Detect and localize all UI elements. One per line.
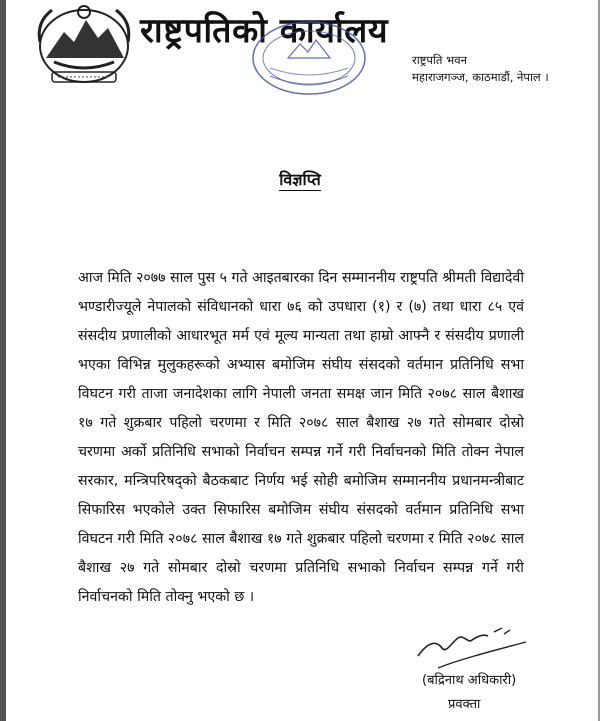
notice-heading-text: विज्ञप्ति [279, 170, 321, 189]
nepal-coat-of-arms-icon [34, 2, 134, 86]
address-line-2: महाराजगञ्ज, काठमाडौं, नेपाल । [412, 70, 549, 84]
office-title: राष्ट्रपतिको कार्यालय [140, 11, 389, 51]
address-line-1: राष्ट्रपति भवन [412, 53, 467, 67]
scan-edge-left [0, 0, 6, 721]
signatory-role: प्रवक्ता [448, 697, 481, 712]
signatory-name: (बद्रिनाथ अधिकारी) [422, 673, 517, 688]
notice-body: आज मिति २०७७ साल पुस ५ गते आइतबारका दिन सम्माननीय राष्ट्रपति श्रीमती विद्यादेवी भण्डारीज्यूले नेपालको संविधानको धारा ७६ को उपधारा (१) र (७) तथा धारा ८५ एवं संसदीय प्रणालीको आधारभूत मर्म एवं मूल्य मान्यता तथा हाम्रो आफ्नै र संसदीय प्रणाली भएका विभिन्न मुलुकहरूको अभ्यास बमोजिम संघीय संसदको वर्तमान प्रतिनिधि सभा विघटन गरी ताजा जनादेशका लागि नेपाली जनता समक्ष जान मिति २०७८ साल बैशाख १७ गते शुक्रबार पहिलो चरणमा र मिति २०७८ साल बैशाख २७ गते सोमबार दोस्रो चरणमा अर्को प्रतिनिधि सभाको निर्वाचन सम्पन्न गर्ने गरी निर्वाचनको मिति तोक्न नेपाल सरकार, मन्त्रिपरिषद्को बैठकबाट निर्णय भई सोही बमोजिम सम्माननीय प्रधानमन्त्रीबाट सिफारिस भएकोले उक्त सिफारिस बमोजिम संघीय संसदको वर्तमान प्रतिनिधि सभा विघटन गरी मिति २०७८ साल बैशाख १७ गते शुक्रबार पहिलो चरणमा र मिति २०७८ साल बैशाख २७ गते सोमबार दोस्रो चरणमा प्रतिनिधि सभाको निर्वाचन सम्पन्न गर्ने गरी निर्वाचनको मिति तोक्नु भएको छ । [78, 270, 524, 605]
address-block [412, 52, 549, 86]
office-seal-stamp-icon [248, 18, 370, 98]
notice-heading [0, 168, 600, 190]
